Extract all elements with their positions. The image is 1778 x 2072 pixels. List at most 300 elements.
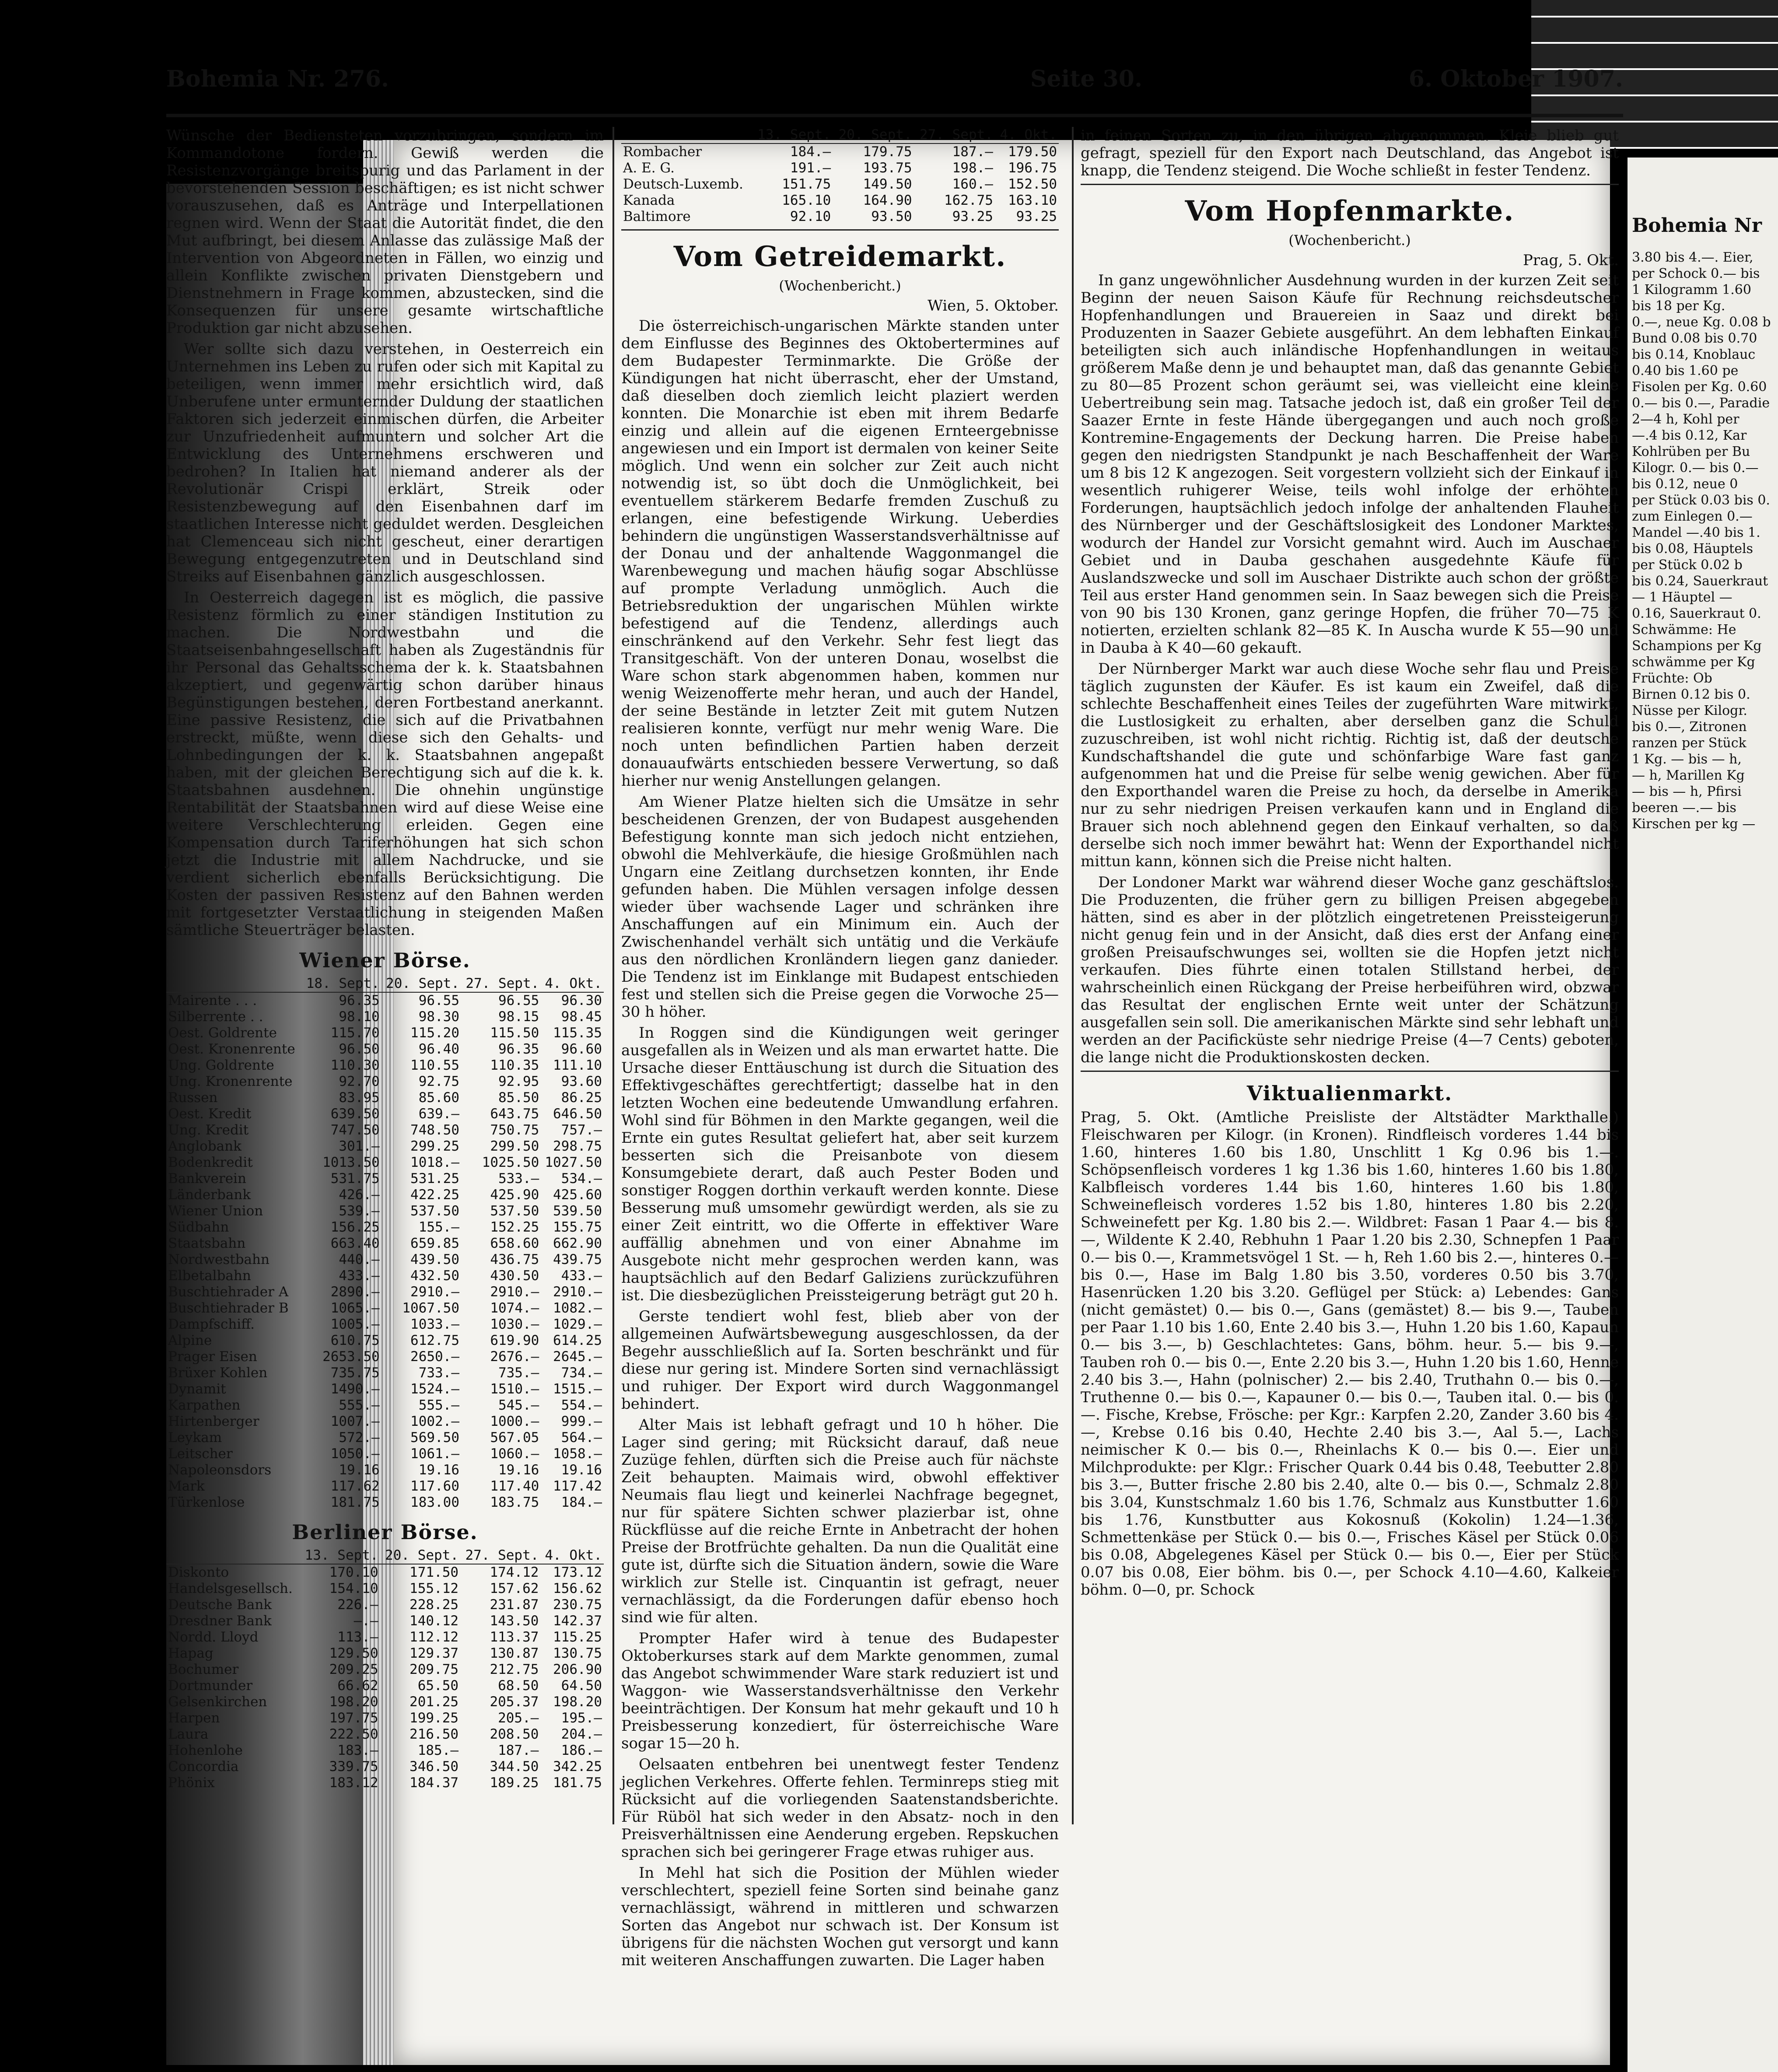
table-cell: 113.—	[337, 1629, 378, 1645]
table-row	[166, 1446, 604, 1462]
text-line: bis 0.08, Häuptels	[1632, 541, 1753, 556]
text-line: 0.40 bis 1.60 pe	[1632, 363, 1739, 378]
table-cell: 85.60	[418, 1090, 460, 1106]
table-cell: 531.75	[330, 1171, 380, 1186]
table-cell: 735.—	[498, 1365, 539, 1381]
text-line: Schwämme: He	[1632, 622, 1736, 637]
table-cell: 747.50	[330, 1122, 380, 1138]
table-cell: 433.—	[339, 1268, 380, 1284]
table-cell: Diskonto	[168, 1564, 229, 1580]
table-cell: 92.75	[418, 1074, 460, 1089]
column-header: 27. Sept.	[460, 1547, 540, 1564]
table-cell: 19.16	[498, 1462, 539, 1478]
table-cell: Laura	[168, 1726, 209, 1742]
table-cell: 98.45	[561, 1009, 602, 1025]
table-cell: 164.90	[863, 192, 912, 208]
table-row	[166, 1662, 604, 1678]
table-row	[621, 209, 1059, 225]
text-line: Kohlrüben per Bu	[1632, 444, 1750, 459]
table-cell: 98.30	[418, 1009, 460, 1025]
table-cell: 222.50	[329, 1726, 378, 1742]
column-header: 20. Sept.	[382, 976, 461, 992]
table-cell: 2653.50	[322, 1349, 380, 1365]
text-line: zum Einlegen 0.—	[1632, 509, 1753, 524]
table-cell: Handelsgesellsch.	[168, 1581, 293, 1596]
article-paragraph: Der Londoner Markt war während dieser Woche ganz geschäftslos. Die Produzenten, die früher gern zu billigen Preisen abgegeben hätten, sind es aber in der plötzlich eingetretenen Preissteigerung nicht genug fein und in der Ansicht, daß dies erst der Anfang einer großen Preisaufschwunges sei, wollten sie die Hopfen jetzt nicht verkaufen. Dies führte einen totalen Stillstand herbei, der wahrscheinlich einen Rückgang der Preise herbeiführen wird, obzwar das Resultat der englischen Ernte weit unter der Schätzung ausgefallen sein soll. Die amerikanischen Märkte sind sehr lebhaft und werden an der Pacificküste sehr niedrige Preise (4—7 Cents) geboten, die lange nicht die Produktionskosten decken.	[1081, 874, 1619, 1066]
text-line: Fisolen per Kg. 0.60	[1632, 379, 1767, 395]
table-cell: 198.20	[553, 1694, 602, 1710]
table-cell: 173.12	[553, 1564, 602, 1580]
table-cell: 344.50	[490, 1759, 539, 1774]
table-cell: 298.75	[553, 1138, 602, 1154]
table-row	[166, 1025, 604, 1041]
table-cell: 86.25	[561, 1090, 602, 1106]
table-cell: 534.—	[561, 1171, 602, 1186]
table-cell: 184.—	[790, 144, 831, 160]
table-cell: Alpine	[168, 1333, 212, 1348]
section-rule	[1081, 184, 1619, 185]
table-cell: 2676.—	[490, 1349, 539, 1365]
table-cell: Länderbank	[168, 1187, 251, 1203]
table-cell: 1007.—	[330, 1414, 380, 1429]
table-cell: Harpen	[168, 1710, 220, 1726]
table-cell: 85.50	[498, 1090, 539, 1106]
table-cell: 93.60	[561, 1074, 602, 1089]
text-line: Kilogr. 0.— bis 0.—	[1632, 460, 1759, 476]
table-cell: 117.60	[410, 1478, 460, 1494]
table-cell: 113.37	[490, 1629, 539, 1645]
table-row	[166, 1678, 604, 1694]
table-cell: 564.—	[561, 1430, 602, 1446]
table-cell: Kanada	[623, 192, 675, 208]
table-cell: 663.40	[330, 1236, 380, 1251]
table-cell: 193.75	[863, 160, 912, 176]
table-cell: 198.—	[952, 160, 993, 176]
table-cell: Dortmunder	[168, 1678, 253, 1694]
article-paragraph: In ganz ungewöhnlicher Ausdehnung wurden in der kurzen Zeit seit Beginn der neuen Saison Käufe für Rechnung reichsdeutscher Hopfenhandlungen und Brauereien in Saaz und direkt bei Produzenten in Saazer Gebiete ausgeführt. An dem lebhaften Einkauf beteiligten sich auch inländische Hopfenhandlungen in weitaus größerem Maße denn je und behauptet man, daß das genannte Gebiet zu 80—85 Prozent schon geräumt sei, was vielleicht eine kleine Uebertreibung sein mag. Tatsache jedoch ist, daß ein großer Teil der Saazer Ernte in feste Hände übergegangen und auch noch große Kontremine-Engagements der Deckung harren. Die Preise haben gegen den niedrigsten Standpunkt je nach Beschaffenheit der Ware um 8 bis 12 K angezogen. Seit vorgestern vollzieht sich der Einkauf in wesentlich ruhigerer Weise, teils wohl infolge der erhöhten Forderungen, hauptsächlich jedoch infolge der anhaltenden Flauheit des Nürnberger und der Geschäftslosigkeit des Londoner Marktes, wodurch der Handel zur Vorsicht gemahnt wird. Auch im Auschaer Gebiet und in Dauba geschahen ausgedehnte Käufe für Auslandszwecke und soll im Auschaer Distrikte auch schon der größte Teil aus erster Hand genommen sein. In Saaz bewegen sich die Preise von 90 bis 130 Kronen, ganz geringe Hopfen, die früher 70—75 K notierten, erzielten schlank 82—85 K. In Auscha wurde K 55—90 und in Dauba à K 40—60 gekauft.	[1081, 272, 1619, 657]
table-cell: 117.62	[330, 1478, 380, 1494]
table-cell: 1082.—	[553, 1300, 602, 1316]
table-cell: 430.50	[490, 1268, 539, 1284]
table-cell: 140.12	[410, 1613, 459, 1629]
table-cell: Nordwestbahn	[168, 1252, 270, 1267]
text-line: beeren —.— bis	[1632, 800, 1736, 816]
table-cell: 205.—	[498, 1710, 539, 1726]
table-cell: 112.12	[410, 1629, 459, 1645]
table-cell: Ung. Kronenrente	[168, 1074, 293, 1089]
column-header: 27. Sept.	[461, 976, 541, 992]
table-cell: 539.—	[339, 1203, 380, 1219]
table-cell: 130.75	[553, 1645, 602, 1661]
table-cell: 187.—	[952, 144, 993, 160]
table-cell: 160.—	[952, 176, 993, 192]
table-cell: Südbahn	[168, 1219, 229, 1235]
table-cell: 196.75	[1008, 160, 1057, 176]
table-cell: 92.10	[790, 209, 831, 224]
table-cell: 659.85	[410, 1236, 460, 1251]
table-cell: 152.25	[490, 1219, 539, 1235]
table-cell: 117.42	[553, 1478, 602, 1494]
article-paragraph: Am Wiener Platze hielten sich die Umsätze in sehr bescheidenen Grenzen, der von Budapest ausgehenden Befestigung konnte man sich jedoch nicht entziehen, obwohl die Mehlverkäufe, die hiesige Großmühlen nach Ungarn eine Zeitlang durchsetzen konnten, ihr Ende gefunden haben. Die Mühlen versagen infolge dessen wieder über wachsende Lager und schränken ihre Anschaffungen auf ein Minimum ein. Auch der Zwischenhandel verhält sich untätig und die Verkäufe aus den nördlichen Kronländern liegen ganz danieder. Die Tendenz ist im Einklange mit Budapest entschieden fest und stellen sich die Preise gegen die Vorwoche 25—30 h höher.	[621, 793, 1059, 1021]
table-cell: 533.—	[498, 1171, 539, 1186]
table-row	[166, 1349, 604, 1365]
next-page-fragment	[1628, 158, 1778, 2072]
text-line: per Stück 0.03 bis 0.	[1632, 493, 1770, 508]
table-cell: 554.—	[561, 1397, 602, 1413]
table-cell: 185.—	[417, 1743, 459, 1758]
table-cell: Deutsch-Luxemb.	[623, 176, 743, 192]
text-line: 1 Kg. — bis — h,	[1632, 752, 1742, 767]
column-divider	[1072, 127, 1074, 1824]
table-cell: 1030.—	[490, 1316, 539, 1332]
table-cell: 639.50	[330, 1106, 380, 1122]
table-cell: 1018.—	[410, 1155, 460, 1170]
table-cell: 162.75	[944, 192, 993, 208]
table-row	[166, 1743, 604, 1759]
table-cell: 96.55	[498, 993, 539, 1008]
table-header-row	[166, 1547, 604, 1564]
table-cell: 110.30	[330, 1057, 380, 1073]
table-cell: Dynamit	[168, 1381, 226, 1397]
section-rule	[1081, 1071, 1619, 1072]
table-cell: Phönix	[168, 1775, 215, 1791]
wiener-boerse-title: Wiener Börse.	[299, 948, 471, 972]
table-cell: 115.50	[490, 1025, 539, 1041]
table-cell: 619.90	[490, 1333, 539, 1348]
table-cell: 425.60	[553, 1187, 602, 1203]
table-cell: 110.55	[410, 1057, 460, 1073]
table-row	[166, 1122, 604, 1138]
berlin-continuation-table	[621, 127, 1059, 225]
table-cell: Nordd. Lloyd	[168, 1629, 259, 1645]
table-cell: Napoleonsdors	[168, 1462, 272, 1478]
table-cell: 339.75	[329, 1759, 378, 1774]
table-cell: 208.50	[490, 1726, 539, 1742]
table-cell: 199.25	[410, 1710, 459, 1726]
table-cell: 19.16	[418, 1462, 460, 1478]
table-cell: 184.37	[410, 1775, 459, 1791]
table-row	[166, 1759, 604, 1775]
table-cell: 643.75	[490, 1106, 539, 1122]
text-line: Schampions per Kg	[1632, 638, 1762, 654]
table-cell: 65.50	[417, 1678, 459, 1694]
table-cell: Mairente . . .	[168, 993, 257, 1008]
table-cell: Bodenkredit	[168, 1155, 253, 1170]
article-paragraph: Wünsche der Bediensteten vorzubringen, sondern im Kommandotone fordern. Gewiß werden die Resistenzvorgänge breitspurig und das Parlament in der bevorstehenden Session beschäftigen; es ist nicht schwer vorauszusehen, daß es Anträge und Interpellationen regnen wird. Wenn der Staat die Autorität findet, die den Mut aufbringt, bei diesem Anlasse das zulässige Maß der Intervention von Abgeordneten in Fällen, wo einzig und allein Konflikte zwischen privaten Dienstgebern und Dienstnehmern in Frage kommen, abzustecken, sind die Konsequenzen für unsere gesamte wirtschaftliche Produktion gar nicht abzusehen.	[166, 127, 604, 337]
table-cell: 183.00	[410, 1494, 460, 1510]
table-cell: 98.10	[339, 1009, 380, 1025]
table-cell: Dampfschiff.	[168, 1316, 255, 1332]
article-paragraph: In Oesterreich dagegen ist es möglich, die passive Resistenz förmlich zu einer ständigen Institution zu machen. Die Nordwestbahn und die Staatseisenbahngesellschaft haben als Zugeständnis für ihr Personal das Gehaltsschema der k. k. Staatsbahnen akzeptiert, und gegenwärtig schon darüber hinaus Begünstigungen bestehen, deren Fortbestand anerkannt. Eine passive Resistenz, die sich auf die Privatbahnen erstreckt, müßte, wenn diese sich den Gehalts- und Lohnbedingungen der k. k. Staatsbahnen angepaßt haben, mit der gleichen Berechtigung sich auf die k. k. Staatsbahnen ausdehnen. Die ohnehin ungünstige Rentabilität der Staatsbahnen wird auf diese Weise eine weitere Verschlechterung erleiden. Gegen eine Kompensation durch Tariferhöhungen hat sich schon jetzt die Industrie mit allem Nachdrucke, und sie verdient sicherlich ebenfalls Berücksichtigung. Die Kosten der passiven Resistenz auf den Bahnen werden mit fortgesetzter Verstaatlichung in steigenden Maßen sämtliche Steuerträger belasten.	[166, 589, 604, 939]
text-line: schwämme per Kg	[1632, 654, 1755, 670]
table-row	[166, 1381, 604, 1397]
table-row	[166, 1694, 604, 1710]
text-line: bis 0.24, Sauerkraut	[1632, 574, 1768, 589]
table-cell: 155.12	[410, 1581, 459, 1596]
table-cell: 115.20	[410, 1025, 460, 1041]
table-cell: 1033.—	[410, 1316, 460, 1332]
table-cell: 639.—	[418, 1106, 460, 1122]
table-cell: Türkenlose	[168, 1494, 245, 1510]
table-cell: 537.50	[490, 1203, 539, 1219]
table-cell: Mark	[168, 1478, 205, 1494]
table-cell: 1050.—	[330, 1446, 380, 1462]
table-cell: 93.25	[952, 209, 993, 224]
table-row	[166, 1397, 604, 1414]
column-header: 4. Okt.	[995, 127, 1059, 144]
berliner-boerse-title: Berliner Börse.	[292, 1520, 478, 1544]
table-cell: 184.—	[561, 1494, 602, 1510]
table-row	[166, 1316, 604, 1333]
table-cell: 999.—	[561, 1414, 602, 1429]
table-cell: 98.15	[498, 1009, 539, 1025]
table-cell: A. E. G.	[623, 160, 675, 176]
table-cell: 66.62	[337, 1678, 378, 1694]
table-cell: 115.25	[553, 1629, 602, 1645]
table-cell: —.—	[354, 1613, 378, 1629]
table-cell: 187.—	[498, 1743, 539, 1758]
table-cell: 422.25	[410, 1187, 460, 1203]
hopfen-title: Vom Hopfenmarkte.	[1185, 195, 1515, 228]
table-cell: 152.50	[1008, 176, 1057, 192]
table-cell: 735.75	[330, 1365, 380, 1381]
table-cell: 111.10	[553, 1057, 602, 1073]
article-paragraph: In Roggen sind die Kündigungen weit geringer ausgefallen als in Weizen und als man erwartet hatte. Die Ursache dieser Enttäuschung ist durch die Situation des Effektivgeschäftes gerechtfertigt; dasselbe hat in den letzten Wochen eine bedeutende Umwandlung erfahren. Wohl sind für Böhmen in den Markte gegangen, weil die Ernte ein gutes Resultat geliefert hat, aber seit kurzem besserten sich die Preisanbote von diesem Konsumgebiete derart, daß auch Pester Boden und sonstiger Roggen dorthin verkauft werden konnte. Diese Besserung muß umsomehr gewürdigt werden, als sie zu einer Zeit eintritt, wo die Offerte in effektiver Ware auffällig abnehmen und von einer Abnahme im Ausgebote nicht mehr gesprochen werden kann, was hauptsächlich auf den Bedarf Galiziens zurückzuführen ist. Die diesbezüglichen Preissteigerung beträgt gut 20 h.	[621, 1024, 1059, 1304]
table-cell: 439.50	[410, 1252, 460, 1267]
text-line: 2—4 h, Kohl per	[1632, 412, 1740, 427]
table-cell: Leykam	[168, 1430, 222, 1446]
table-row	[166, 1494, 604, 1511]
table-cell: Oest. Kronenrente	[168, 1041, 295, 1057]
text-line: ranzen per Stück	[1632, 735, 1746, 751]
table-row	[166, 1057, 604, 1074]
table-cell: 301.—	[339, 1138, 380, 1154]
table-cell: 198.20	[329, 1694, 378, 1710]
text-line: Mandel —.40 bis 1.	[1632, 525, 1760, 540]
table-cell: 92.70	[339, 1074, 380, 1089]
text-line: per Schock 0.— bis	[1632, 266, 1760, 281]
table-cell: 230.75	[553, 1597, 602, 1613]
table-cell: 83.95	[339, 1090, 380, 1106]
table-cell: 156.62	[553, 1581, 602, 1596]
table-row	[166, 1430, 604, 1446]
column-3	[1081, 127, 1619, 1602]
table-cell: Anglobank	[168, 1138, 242, 1154]
text-line: Bund 0.08 bis 0.70	[1632, 331, 1757, 346]
table-cell: 572.—	[339, 1430, 380, 1446]
table-cell: 436.75	[490, 1252, 539, 1267]
table-cell: 433.—	[561, 1268, 602, 1284]
table-cell: 154.10	[329, 1581, 378, 1596]
table-cell: 662.90	[553, 1236, 602, 1251]
table-cell: Oest. Kredit	[168, 1106, 252, 1122]
table-cell: 1002.—	[410, 1414, 460, 1429]
table-cell: 539.50	[553, 1203, 602, 1219]
table-cell: 157.62	[490, 1581, 539, 1596]
table-cell: 181.75	[553, 1775, 602, 1791]
table-cell: 733.—	[418, 1365, 460, 1381]
table-row	[166, 1462, 604, 1478]
table-row	[166, 1629, 604, 1645]
table-cell: 170.10	[329, 1564, 378, 1580]
table-cell: 646.50	[553, 1106, 602, 1122]
table-cell: 129.37	[410, 1645, 459, 1661]
table-cell: 206.90	[553, 1662, 602, 1677]
table-cell: 1060.—	[490, 1446, 539, 1462]
text-line: bis 0.12, neue 0	[1632, 476, 1738, 492]
page-header	[166, 66, 1623, 118]
table-row	[166, 1090, 604, 1106]
column-1	[166, 127, 604, 1791]
table-cell: 1510.—	[490, 1381, 539, 1397]
table-cell: 181.75	[330, 1494, 380, 1510]
article-paragraph: Prag, 5. Okt. (Amtliche Preisliste der Altstädter Markthalle.) Fleischwaren per Kilogr. (in Kronen). Rindfleisch vorderes 1.44 bis 1.60, hinteres 1.60 bis 1.80, Unschlitt 1 Kg 0.96 bis 1.—. Schöpsenfleisch vorderes 1 kg 1.36 bis 1.60, hinteres 1.60 bis 1.80, Kalbfleisch vorderes 1.44 bis 1.60, hinteres 1.60 bis 1.80, Schweinefleisch vorderes 1.52 bis 1.80, hinteres 1.80 bis 2.20, Schweinefett per Kg. 1.80 bis 2.—. Wildbret: Fasan 1 Paar 4.— bis 8.—, Wildente K 2.40, Rebhuhn 1 Paar 1.20 bis 2.30, Schnepfen 1 Paar 0.— bis 0.—, Krammetsvögel 1 St. — h, Reh 1.60 bis 2.—, hinteres 0.— bis 0.—, Hase im Balg 1.80 bis 3.50, vorderes 0.50 bis 3.70, Hasenrücken 1.20 bis 3.20. Geflügel per Stück: a) Lebendes: Gans (nicht gemästet) 0.— bis 0.—, Gans (gemästet) 8.— bis 9.—, Tauben per Paar 1.10 bis 1.60, Ente 2.40 bis 3.—, Huhn 1.20 bis 1.60, Kapaun 0.— bis 3.—, b) Geschlachtetes: Gans, böhm. heur. 5.— bis 9.—, Tauben roh 0.— bis 0.—, Ente 2.20 bis 3.—, Huhn 1.20 bis 1.60, Henne 2.40 bis 3.—, Hahn (polnischer) 2.— bis 2.40, Truthahn 0.— bis 0.—, Truthenne 0.— bis 0.—, Kapauner 0.— bis 0.—, Tauben ital. 0.— bis 0.—. Fische, Krebse, Frösche: per Kgr.: Karpfen 2.20, Zander 3.60 bis 4.—, Krebse 0.16 bis 0.40, Hechte 2.40 bis 3.—, Aal 5.—, Lachs neimischer K 0.— bis 0.—, Rheinlachs K 0.— bis 0.—. Eier und Milchprodukte: per Klgr.: Frischer Quark 0.44 bis 0.48, Teebutter 2.80 bis 3.—, Butter frische 2.80 bis 2.40, alte 0.— bis 0.—, Schmalz 2.80 bis 3.04, Kunstschmalz 1.60 bis 1.76, Schmalz aus Kunstbutter 1.60 bis 1.76, Kunstbutter aus Kokosnuß (Kokolin) 1.24—1.36, Schmettenkäse per Stück 0.— bis 0.—, Frisches Käsel per Stück 0.06 bis 0.08, Abgelegenes Käsel per Stück 0.— bis 0.—, Eier per Stück 0.07 bis 0.08, Eier böhm. bis 0.—, per Schock 4.10—4.60, Kalkeier böhm. 0—0, pr. Schock	[1081, 1109, 1619, 1599]
table-cell: Wiener Union	[168, 1203, 263, 1219]
table-cell: 204.—	[561, 1726, 602, 1742]
column-header: 18. Sept.	[301, 976, 381, 992]
column-header: 4. Okt.	[540, 1547, 604, 1564]
text-line: Nüsse per Kilogr.	[1632, 703, 1747, 718]
table-row	[621, 160, 1059, 176]
table-cell: 19.16	[561, 1462, 602, 1478]
table-row	[166, 1775, 604, 1791]
table-cell: 1005.—	[330, 1316, 380, 1332]
table-cell: 110.35	[490, 1057, 539, 1073]
text-line: —.4 bis 0.12, Kar	[1632, 428, 1747, 443]
table-cell: 439.75	[553, 1252, 602, 1267]
article-paragraph: Der Nürnberger Markt war auch diese Woche sehr flau und Preise täglich zugunsten der Käufer. Es ist kaum ein Zweifel, daß die schlechte Beschaffenheit eines Teiles der zugeführten Ware mitwirkt, die Lustlosigkeit zu erhalten, aber derselben ganz die Schuld zuzuschreiben, ist wohl nicht richtig. Richtig ist, daß der deutsche Kundschaftshandel die gute und schönfarbige Ware fast ganz aufgenommen hat und die Preise für selbe wenig gewichen. Aber für den Exporthandel waren die Preise zu hoch, da derselbe in Amerika nur zu sehr niedrigen Preisen verkaufen kann und in England die Brauer sich noch ablehnend gegen den Einkauf verhalten, so daß derselbe sich noch immer bewährt hat: Wenn der Exporthandel nicht mittun kann, können sich die Preise nicht halten.	[1081, 660, 1619, 870]
table-cell: 183.—	[337, 1743, 378, 1758]
article-paragraph: Gerste tendiert wohl fest, blieb aber von der allgemeinen Aufwärtsbewegung ausgeschlossen, da der Begehr ausschließlich auf Ia. Sorten beschränkt und für diese nur gering ist. Mindere Sorten sind vernachlässigt und ruhiger. Der Export wird durch Waggonmangel behindert.	[621, 1308, 1059, 1413]
table-cell: 209.75	[410, 1662, 459, 1677]
table-cell: 93.50	[871, 209, 912, 224]
table-cell: 179.75	[863, 144, 912, 160]
text-line: Kirschen per kg —	[1632, 816, 1756, 832]
table-cell: 165.10	[782, 192, 831, 208]
table-cell: Hohenlohe	[168, 1743, 243, 1758]
column-header: 27. Sept.	[914, 127, 995, 144]
hopfen-subtitle: (Wochenbericht.)	[1288, 232, 1411, 248]
table-cell: 1029.—	[553, 1316, 602, 1332]
table-cell: 92.95	[498, 1074, 539, 1089]
table-cell: Ung. Goldrente	[168, 1057, 274, 1073]
table-cell: 183.12	[329, 1775, 378, 1791]
column-header: 13. Sept.	[752, 127, 833, 144]
table-cell: 346.50	[410, 1759, 459, 1774]
getreide-dateline: Wien, 5. Oktober.	[928, 297, 1059, 315]
table-cell: 201.25	[410, 1694, 459, 1710]
table-cell: 195.—	[561, 1710, 602, 1726]
table-cell: Brüxer Kohlen	[168, 1365, 268, 1381]
table-cell: 68.50	[498, 1678, 539, 1694]
table-row	[166, 1333, 604, 1349]
column-header	[166, 1547, 300, 1564]
table-cell: 64.50	[561, 1678, 602, 1694]
table-cell: 1000.—	[490, 1414, 539, 1429]
table-row	[621, 192, 1059, 209]
article-paragraph: Wer sollte sich dazu verstehen, in Oesterreich ein Unternehmen ins Leben zu rufen oder sich mit Kapital zu beteiligen, wenn immer mehr ersichtlich wird, daß Unberufene unter ermunternder Duldung der staatlichen Faktoren sich jederzeit einmischen dürfen, die Arbeiter zur Unzufriedenheit aufmuntern und solcher Art die Entwicklung des Unternehmens erschweren und bedrohen? In Italien hat niemand anderer als der Revolutionär Crispi erklärt, Streik oder Resistenzbewegung auf den Eisenbahnen darf im staatlichen Interesse nicht geduldet werden. Desgleichen hat Clemenceau sich nicht gescheut, einer derartigen Bewegung entgegenzutreten und in Deutschland sind Streiks auf Eisenbahnen gänzlich ausgeschlossen.	[166, 340, 604, 585]
table-cell: 610.75	[330, 1333, 380, 1348]
text-line: per Stück 0.02 b	[1632, 557, 1743, 573]
table-row	[166, 1138, 604, 1155]
table-row	[166, 1284, 604, 1300]
article-paragraph: in feinen Sorten zu, in den übrigen abgenommen. Kleie blieb gut gefragt, speziell für den Export nach Deutschland, das Angebot ist knapp, die Tendenz steigend. Die Woche schließt in fester Tendenz.	[1081, 127, 1619, 179]
table-cell: Karpathen	[168, 1397, 241, 1413]
table-cell: 151.75	[782, 176, 831, 192]
table-cell: 191.—	[790, 160, 831, 176]
table-cell: 750.75	[490, 1122, 539, 1138]
table-cell: 129.50	[329, 1645, 378, 1661]
table-cell: 171.50	[410, 1564, 459, 1580]
table-row	[166, 1710, 604, 1726]
table-row	[166, 1252, 604, 1268]
table-cell: 189.25	[490, 1775, 539, 1791]
table-cell: 2890.—	[330, 1284, 380, 1300]
table-cell: 174.12	[490, 1564, 539, 1580]
column-divider	[612, 127, 614, 1824]
table-row	[166, 1597, 604, 1613]
table-cell: 1065.—	[330, 1300, 380, 1316]
table-header-row	[621, 127, 1059, 144]
table-cell: 96.40	[418, 1041, 460, 1057]
table-row	[166, 992, 604, 1009]
table-cell: 209.25	[329, 1662, 378, 1677]
table-cell: 555.—	[339, 1397, 380, 1413]
table-row	[166, 1203, 604, 1219]
table-cell: 142.37	[553, 1613, 602, 1629]
column-header: 13. Sept.	[300, 1547, 380, 1564]
getreide-subtitle: (Wochenbericht.)	[779, 277, 901, 294]
section-rule	[621, 229, 1059, 231]
table-row	[166, 1219, 604, 1236]
table-row	[166, 1726, 604, 1743]
table-cell: 1515.—	[553, 1381, 602, 1397]
table-cell: Bankverein	[168, 1171, 246, 1186]
issue-date: 6. Oktober 1907.	[1408, 66, 1623, 92]
column-header: 20. Sept.	[833, 127, 914, 144]
table-row	[166, 1155, 604, 1171]
paper-name: Bohemia Nr. 276.	[166, 66, 389, 92]
article-paragraph: Die österreichisch-ungarischen Märkte standen unter dem Einflusse des Beginnes des Oktobertermines auf dem Budapester Terminmarkte. Die Größe der Kündigungen hat nicht überrascht, eher der Umstand, daß dieselben doch ziemlich leicht plaziert werden konnten. Die Monarchie ist eben mit ihrem Bedarfe einzig und allein auf die eigenen Ernteergebnisse angewiesen und ein Import ist dermalen von keiner Seite möglich. Und wenn ein solcher zur Zeit auch nicht notwendig ist, so übt doch die Unmöglichkeit, bei eventuellem stärkerem Bedarfe fremden Zuschuß zu erlangen, eine befestigende Wirkung. Ueberdies behindern die ungünstigen Wasserstandsverhältnisse auf der Donau und der anhaltende Waggonmangel die Warenbewegung und machen häufig sogar Abschlüsse auf prompte Verladung unmöglich. Auch die Betriebsreduktion der ungarischen Mühlen wirkte befestigend auf die Tendenz, allerdings auch einschränkend auf den Verkehr. Sehr fest liegt das Transitgeschäft. Von der unteren Donau, woselbst die Ware schon stark abgenommen haben, kommen nur wenig Weizenofferte mehr heran, und auch der Handel, der seine Bestände in letzter Zeit mit gutem Nutzen realisieren konnte, verfügt nur mehr wenig Ware. Die noch unten befindlichen Partien haben derzeit donauaufwärts entschieden bessere Verwertung, so daß hierher nur wenig Anstellungen gelangen.	[621, 317, 1059, 790]
table-cell: 342.25	[553, 1759, 602, 1774]
table-row	[166, 1009, 604, 1025]
table-cell: 2650.—	[410, 1349, 460, 1365]
table-row	[166, 1236, 604, 1252]
article-paragraph: In Mehl hat sich die Position der Mühlen wieder verschlechtert, speziell feine Sorten sind beinahe ganz vernachlässigt, während in mittleren und schwarzen Sorten das Angebot nur schwach ist. Der Konsum ist übrigens für die nächsten Wochen gut versorgt und kann mit weiteren Anschaffungen zuwarten. Die Lager haben	[621, 1864, 1059, 1969]
table-cell: 216.50	[410, 1726, 459, 1742]
column-header: 20. Sept.	[380, 1547, 460, 1564]
text-line: 3.80 bis 4.—. Eier,	[1632, 250, 1754, 265]
table-cell: 1013.50	[322, 1155, 380, 1170]
text-line: — h, Marillen Kg	[1632, 768, 1745, 783]
column-header	[621, 127, 752, 144]
table-cell: 567.05	[490, 1430, 539, 1446]
table-cell: 96.55	[418, 993, 460, 1008]
table-row	[166, 1613, 604, 1629]
table-cell: Buschtiehrader A	[168, 1284, 289, 1300]
table-cell: 212.75	[490, 1662, 539, 1677]
table-cell: 228.25	[410, 1597, 459, 1613]
table-cell: 115.70	[330, 1025, 380, 1041]
table-row	[166, 1581, 604, 1597]
text-line: bis 0.—, Zitronen	[1632, 719, 1747, 735]
table-cell: Bochumer	[168, 1662, 239, 1677]
table-cell: Silberrente . .	[168, 1009, 263, 1025]
table-cell: 96.35	[498, 1041, 539, 1057]
text-line: — bis — h, Pfirsi	[1632, 784, 1742, 799]
table-cell: Deutsche Bank	[168, 1597, 272, 1613]
article-paragraph: Oelsaaten entbehren bei unentwegt fester Tendenz jeglichen Verkehres. Offerte fehlen. Terminreps stieg mit Rücksicht auf die vorliegenden Saatenstandsberichte. Für Rüböl hat sich weder in den Absatz- noch in den Preisverhältnissen eine Aenderung ergeben. Repskuchen sprachen sich bei geringerer Frage etwas ruhiger aus.	[621, 1756, 1059, 1861]
